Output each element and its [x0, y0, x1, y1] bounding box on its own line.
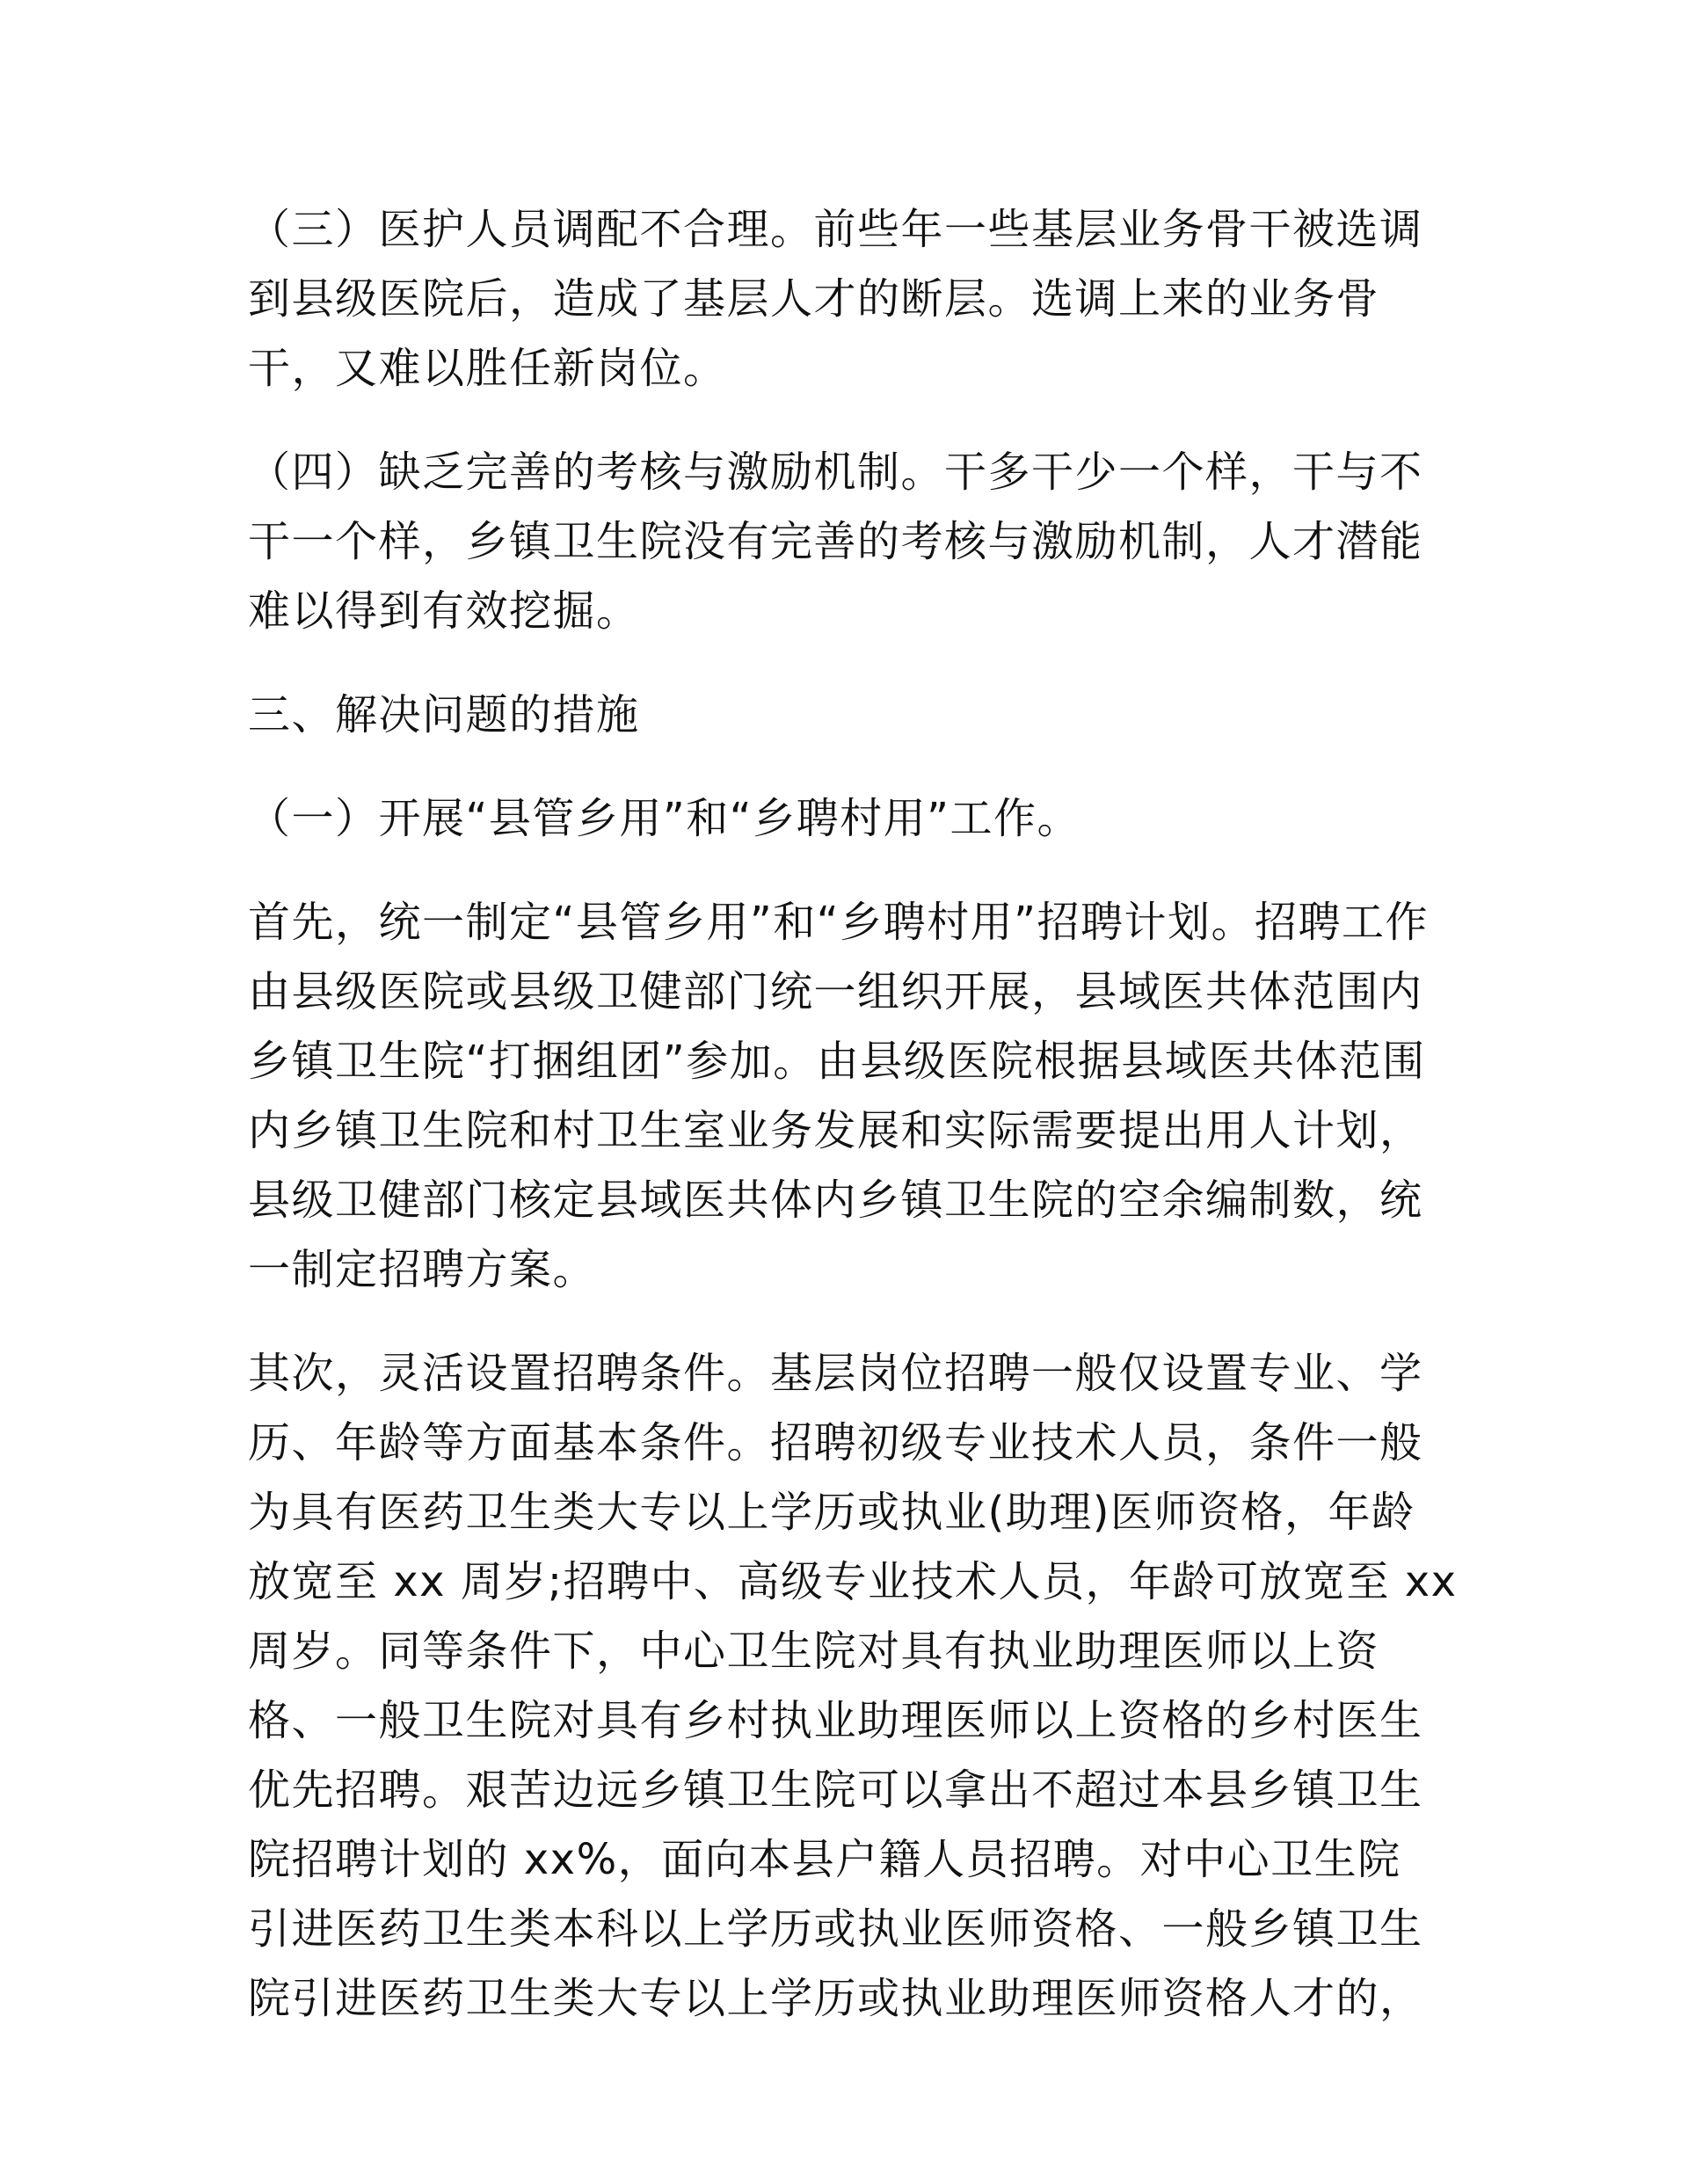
text-line: 三、解决问题的措施 [248, 690, 640, 739]
text-line: 难以得到有效挖掘。 [248, 586, 640, 636]
paragraph-gap [248, 854, 1440, 888]
text-line: 县级卫健部门核定县域医共体内乡镇卫生院的空余编制数，统 [248, 1176, 1423, 1225]
text-line: 一制定招聘方案。 [248, 1245, 597, 1294]
text-line: 格、一般卫生院对具有乡村执业助理医师以上资格的乡村医生 [248, 1696, 1423, 1745]
paragraph-gap [248, 646, 1440, 681]
text-line: （一）开展“县管乡用”和“乡聘村用”工作。 [248, 794, 1080, 843]
text-line: 干，又难以胜任新岗位。 [248, 344, 727, 393]
paragraph-recruitment-conditions [248, 1339, 1458, 2034]
text-line: 其次，灵活设置招聘条件。基层岗位招聘一般仅设置专业、学 [248, 1349, 1423, 1398]
paragraph-gap [248, 750, 1440, 784]
document-page [248, 195, 1458, 2034]
text-line: 为具有医药卫生类大专以上学历或执业(助理)医师资格，年龄 [248, 1488, 1415, 1537]
paragraph-recruitment-plan [248, 888, 1440, 1305]
paragraph-gap [248, 404, 1440, 438]
paragraph-staff-allocation [248, 195, 1440, 404]
text-line: 优先招聘。艰苦边远乡镇卫生院可以拿出不超过本县乡镇卫生 [248, 1765, 1423, 1815]
paragraph-gap [248, 1305, 1440, 1339]
text-line: 院引进医药卫生类大专以上学历或执业助理医师资格人才的， [248, 1974, 1423, 2023]
text-line: 院招聘计划的 xx%，面向本县户籍人员招聘。对中心卫生院 [248, 1835, 1401, 1884]
text-line: 放宽至 xx 周岁;招聘中、高级专业技术人员，年龄可放宽至 xx [248, 1557, 1458, 1606]
text-line: 历、年龄等方面基本条件。招聘初级专业技术人员，条件一般 [248, 1418, 1423, 1467]
text-line: 周岁。同等条件下，中心卫生院对具有执业助理医师以上资 [248, 1627, 1380, 1676]
text-line: 干一个样，乡镇卫生院没有完善的考核与激励机制，人才潜能 [248, 517, 1423, 566]
subsection-heading [248, 784, 1440, 854]
text-line: 乡镇卫生院“打捆组团”参加。由县级医院根据县域医共体范围 [248, 1037, 1426, 1086]
text-line: 引进医药卫生类本科以上学历或执业医师资格、一般乡镇卫生 [248, 1904, 1423, 1954]
text-line: 到县级医院后，造成了基层人才的断层。选调上来的业务骨 [248, 274, 1380, 324]
paragraph-incentive-mechanism [248, 438, 1440, 646]
text-line: 首先，统一制定“县管乡用”和“乡聘村用”招聘计划。招聘工作 [248, 898, 1429, 947]
section-heading [248, 681, 1440, 750]
text-line: （三）医护人员调配不合理。前些年一些基层业务骨干被选调 [248, 205, 1423, 254]
text-line: 内乡镇卫生院和村卫生室业务发展和实际需要提出用人计划， [248, 1106, 1423, 1155]
text-line: （四）缺乏完善的考核与激励机制。干多干少一个样，干与不 [248, 448, 1423, 497]
text-line: 由县级医院或县级卫健部门统一组织开展，县域医共体范围内 [248, 967, 1423, 1016]
